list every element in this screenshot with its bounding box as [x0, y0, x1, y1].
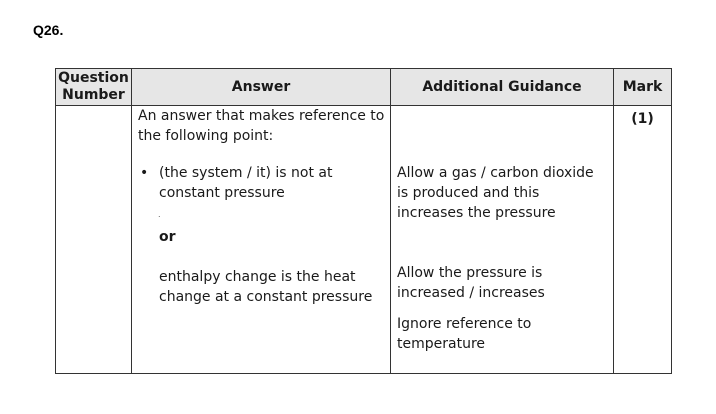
answer-point-2: enthalpy change is the heat change at a constant pressure — [159, 269, 373, 305]
mark-scheme-table — [55, 68, 672, 374]
bullet-icon: • — [140, 165, 149, 181]
guidance-ignore: Ignore reference to temperature — [397, 316, 532, 352]
answer-point-1-text: (the system / it) is not at constant pressure — [159, 165, 333, 201]
mark-cell — [614, 106, 672, 374]
question-label: Q26. — [33, 22, 64, 38]
table-header-row — [56, 69, 672, 106]
header-answer: Answer — [132, 69, 391, 106]
guidance-cell — [391, 106, 614, 374]
table-row — [56, 106, 672, 374]
header-additional-guidance: Additional Guidance — [391, 69, 614, 106]
answer-intro: An answer that makes reference to the following point: — [138, 108, 385, 144]
question-number-cell — [56, 106, 132, 374]
answer-or: or — [159, 229, 176, 245]
mark-value: (1) — [631, 111, 654, 127]
guidance-allow-1: Allow a gas / carbon dioxide is produced and this increases the pressure — [397, 165, 594, 221]
header-mark: Mark — [614, 69, 672, 106]
header-question-number: Question Number — [56, 69, 132, 106]
answer-point-1 — [132, 163, 391, 203]
guidance-allow-2: Allow the pressure is increased / increases — [397, 265, 545, 301]
answer-cell — [132, 106, 391, 374]
separator-tick: . — [158, 210, 161, 219]
